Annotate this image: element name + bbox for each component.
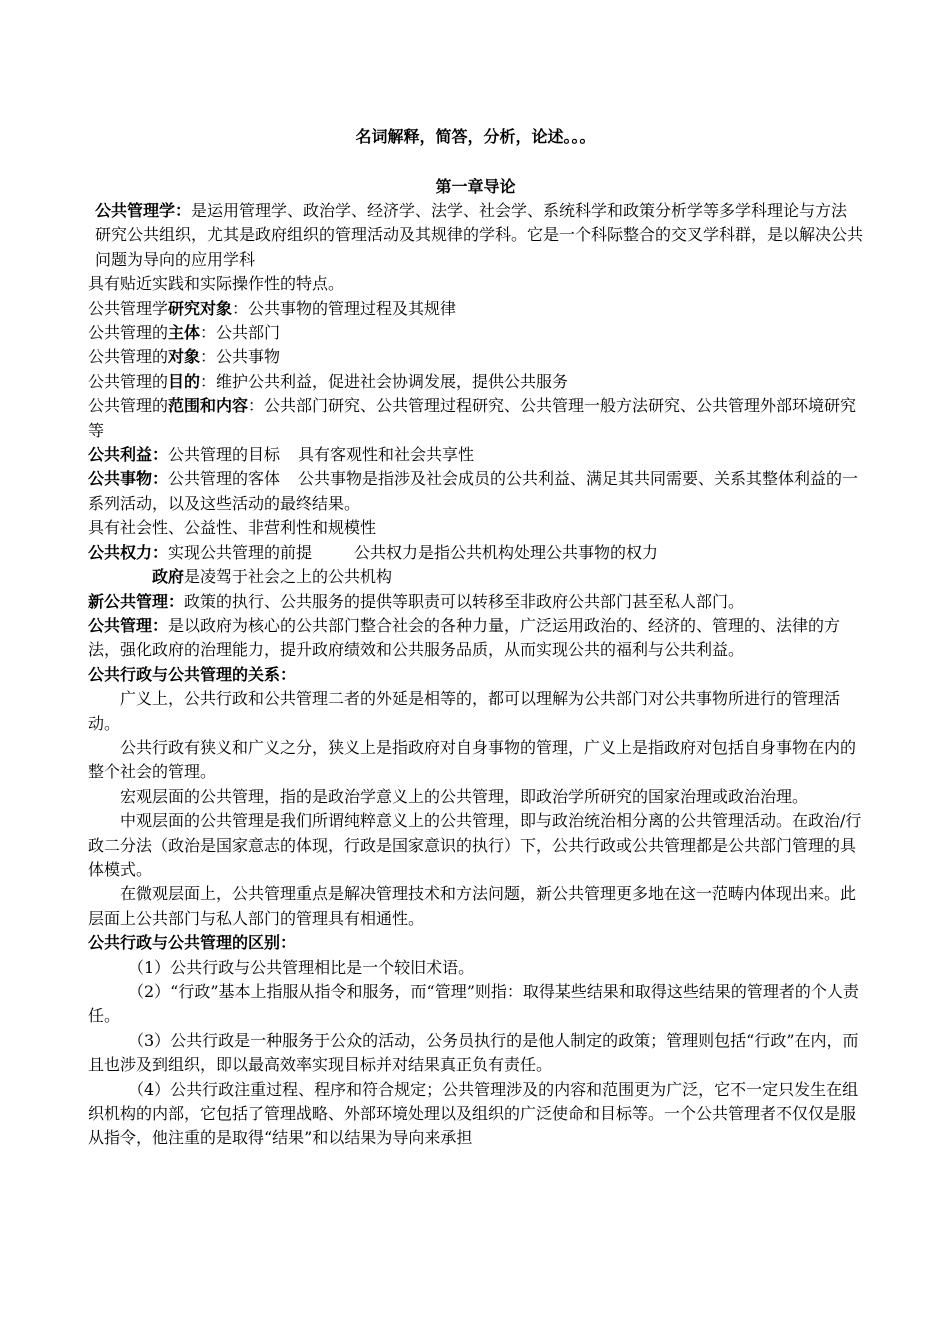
line-key: 目的 [168, 371, 201, 391]
difference-item: （2）“行政”基本上指服从指令和服务，而“管理”则指：取得某些结果和取得这些结果的管理者的个人责任。 [88, 982, 859, 1026]
research-object-line [88, 297, 863, 321]
term-label: 公共权力： [88, 542, 169, 562]
term-label: 政府 [152, 567, 185, 587]
term-text: 实现公共管理的前提 [168, 542, 313, 562]
term-text: 具有客观性和社会共享性 [298, 445, 475, 465]
difference-item: （3）公共行政是一种服务于公众的活动，公务员执行的是他人制定的政策；管理则包括“行政”在内，而且也涉及到组织，即以最高效率实现目标并对结果真正负有责任。 [88, 1030, 859, 1075]
definition-paragraph [88, 199, 863, 272]
term-text: 政策的执行、公共服务的提供等职责可以转移至非政府公共部门甚至私人部门。 [184, 591, 745, 611]
line-key: 对象 [168, 347, 201, 367]
term-text: 是以政府为核心的公共部门整合社会的各种力量，广泛运用政治的、经济的、管理的、法律的方法，强化政府的治理能力，提升政府绩效和公共服务品质，从而实现公共的福利与公共利益。 [88, 615, 841, 660]
term-label: 公共管理学： [95, 201, 192, 220]
line-text: ：维护公共利益，促进社会协调发展，提供公共服务 [200, 371, 569, 391]
public-affairs-line [88, 467, 863, 516]
line-prefix: 公共管理的 [88, 323, 169, 343]
line-key: 主体 [168, 323, 201, 343]
difference-heading: 公共行政与公共管理的区别： [88, 933, 297, 953]
relation-paragraph: 宏观层面的公共管理，指的是政治学意义上的公共管理，即政治学所研究的国家治理或政治治理。 [120, 786, 809, 806]
line-prefix: 公共管理的 [88, 347, 169, 367]
line-key: 研究对象 [168, 298, 233, 318]
term-label: 公共利益： [88, 445, 169, 465]
public-affairs-traits: 具有社会性、公益性、非营利性和规模性 [88, 518, 377, 538]
document-title: 名词解释，简答，分析，论述。。。 [355, 127, 596, 146]
line-prefix: 公共管理学 [88, 298, 169, 318]
relation-paragraph: 公共行政有狭义和广义之分，狭义上是指政府对自身事物的管理，广义上是指政府对包括自身事物在内的整个社会的管理。 [88, 737, 857, 782]
object-line [88, 345, 863, 369]
term-label: 公共管理： [88, 615, 169, 635]
chapter-heading: 第一章导论 [435, 177, 516, 196]
government-line [88, 565, 863, 589]
definition-text: 是运用管理学、政治学、经济学、法学、社会学、系统科学和政策分析学等多学科理论与方法研究公共组织，尤其是政府组织的管理活动及其规律的学科。它是一个科际整合的交叉学科群，是以解决公共问题为导向的应用学科 [95, 201, 864, 269]
term-label: 新公共管理： [88, 591, 185, 611]
term-text: 公共管理的目标 [168, 445, 281, 465]
term-text: 公共权力是指公共机构处理公共事物的权力 [354, 542, 659, 562]
line-text: ：公共部门研究、公共管理过程研究、公共管理一般方法研究、公共管理外部环境研究等 [88, 396, 857, 440]
public-power-line [88, 541, 863, 565]
definition-continuation: 具有贴近实践和实际操作性的特点。 [88, 274, 345, 294]
relation-paragraph: 广义上，公共行政和公共管理二者的外延是相等的，都可以理解为公共部门对公共事物所进行的管理活动。 [88, 689, 841, 733]
line-text: ：公共部门 [200, 323, 281, 343]
term-text: 公共事物是指涉及社会成员的公共利益、满足其共同需要、关系其整体利益的一系列活动，以及这些活动的最终结果。 [88, 469, 859, 513]
scope-line [88, 394, 863, 443]
new-public-management-line [88, 590, 863, 614]
term-text: 公共管理的客体 [168, 469, 281, 489]
relation-heading: 公共行政与公共管理的关系： [88, 664, 297, 684]
line-key: 范围和内容 [168, 396, 249, 416]
difference-item: （1）公共行政与公共管理相比是一个较旧术语。 [128, 957, 475, 977]
difference-item: （4）公共行政注重过程、程序和符合规定；公共管理涉及的内容和范围更为广泛，它不一定只发生在组织机构的内部，它包括了管理战略、外部环境处理以及组织的广泛使命和目标等。一个公共管理者不仅仅是服从指令，他注重的是取得“结果”和以结果为导向来承担 [88, 1079, 859, 1148]
line-text: ：公共事物的管理过程及其规律 [232, 298, 457, 318]
purpose-line [88, 370, 863, 394]
term-label: 公共事物： [88, 469, 169, 489]
relation-paragraph: 中观层面的公共管理是我们所谓纯粹意义上的公共管理，即与政治统治相分离的公共管理活动。在政治/行政二分法（政治是国家意志的体现，行政是国家意识的执行）下，公共行政或公共管理都是公共部门管理的具体模式。 [88, 811, 862, 879]
line-text: ：公共事物 [200, 347, 281, 367]
public-management-line [88, 614, 863, 663]
line-prefix: 公共管理的 [88, 371, 169, 391]
subject-line [88, 321, 863, 345]
document-body [88, 199, 863, 1151]
term-text: 是凌驾于社会之上的公共机构 [184, 567, 393, 587]
line-prefix: 公共管理的 [88, 396, 169, 416]
relation-paragraph: 在微观层面上，公共管理重点是解决管理技术和方法问题，新公共管理更多地在这一范畴内体现出来。此层面上公共部门与私人部门的管理具有相通性。 [88, 884, 857, 928]
public-interest-line [88, 443, 863, 467]
